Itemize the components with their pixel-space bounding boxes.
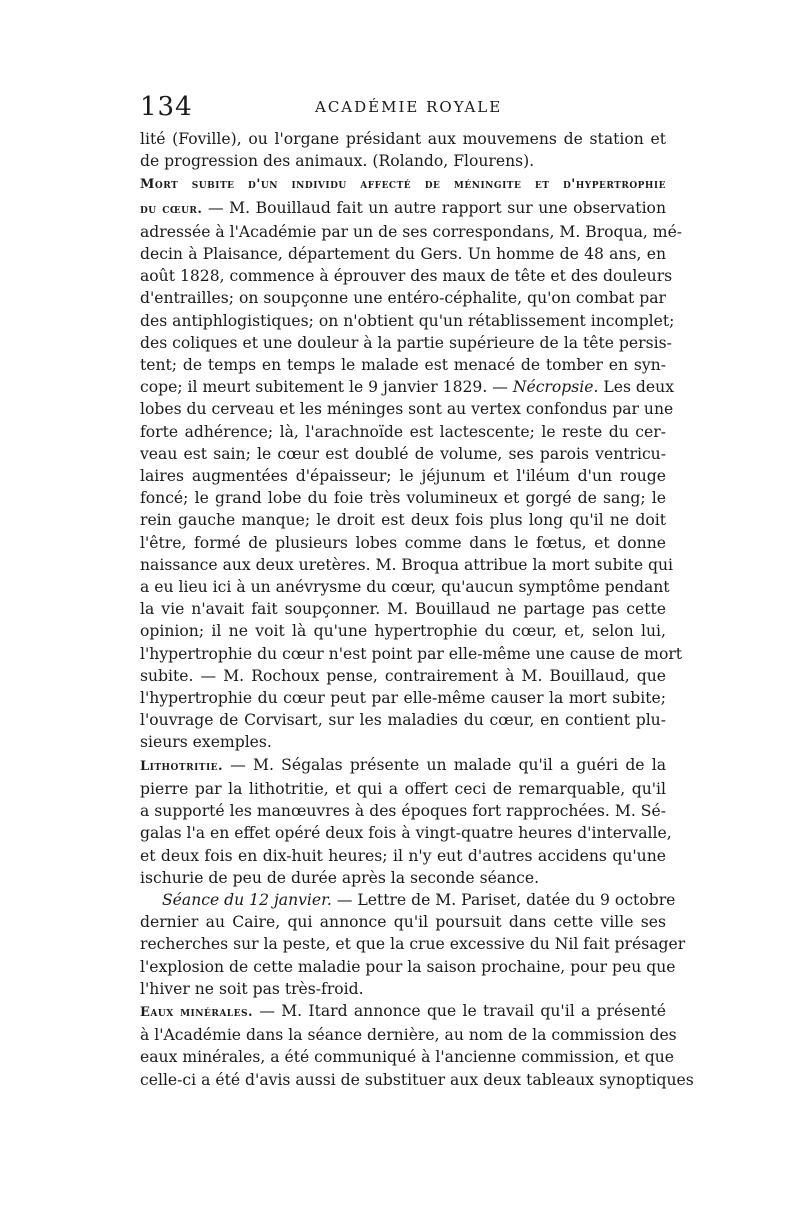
text-line — [140, 487, 666, 509]
line-text: pierre par la lithotritie, et qui a offert ceci de remarquable, qu'il — [140, 779, 666, 798]
line-text: a supporté les manœuvres à des époques fort rapprochées. M. Sé- — [140, 802, 666, 821]
line-text: — M. Ségalas présente un malade qu'il a guéri de la — [223, 755, 666, 774]
body-text — [140, 128, 694, 1091]
line-text: galas l'a en effet opéré deux fois à vingt-quatre heures d'intervalle, — [140, 824, 672, 843]
line-text: l'hiver ne soit pas très-froid. — [140, 979, 364, 998]
text-line — [140, 310, 675, 332]
text-line — [140, 221, 683, 243]
line-text: recherches sur la peste, et que la crue excessive du Nil fait présager — [140, 935, 686, 954]
line-text: des coliques et une douleur à la partie supérieure de la tête persis- — [140, 333, 672, 352]
line-text: cope; il meurt subitement le 9 janvier 1829. — — [140, 378, 508, 397]
line-text: adressée à l'Académie par un de ses correspondans, M. Broqua, mé- — [140, 222, 683, 241]
text-line — [140, 509, 666, 531]
text-line — [140, 354, 666, 376]
text-line — [140, 845, 666, 867]
text-line — [140, 889, 676, 911]
line-text: veau est sain; le cœur est doublé de volume, ses parois ventricu- — [140, 444, 666, 463]
text-line — [140, 978, 666, 1000]
text-line — [140, 731, 666, 753]
text-line — [140, 376, 674, 398]
line-text: et deux fois en dix-huit heures; il n'y eut d'autres accidens qu'une — [140, 846, 666, 865]
session-date: Séance du 12 janvier. — [162, 890, 332, 909]
line-text: l'hypertrophie du cœur peut par elle-même causer la mort subite; — [140, 689, 666, 708]
text-line — [140, 532, 666, 554]
section-heading: Eaux minérales. — [140, 1004, 254, 1020]
line-text: eaux minérales, a été communiqué à l'ancienne commission, et que — [140, 1048, 674, 1067]
line-text: des antiphlogistiques; on n'obtient qu'un rétablissement incomplet; — [140, 311, 675, 330]
running-title: ACADÉMIE ROYALE — [315, 98, 503, 116]
line-text: à l'Académie dans la séance dernière, au nom de la commission des — [140, 1026, 677, 1045]
page-header — [140, 92, 670, 124]
line-text: sieurs exemples. — [140, 733, 272, 752]
text-line — [140, 443, 666, 465]
text-line — [140, 1046, 674, 1068]
text-line — [140, 665, 666, 687]
text-line — [140, 822, 672, 844]
line-text: laires augmentées d'épaisseur; le jéjunum et l'iléum d'un rouge — [140, 467, 666, 486]
text-line — [140, 933, 686, 955]
text-line — [140, 956, 676, 978]
line-text: d'entrailles; on soupçonne une entéro-céphalite, qu'on combat par — [140, 289, 666, 308]
line-text: de progression des animaux. (Rolando, Flourens). — [140, 152, 535, 171]
line-text-tail: Les deux — [598, 378, 674, 397]
text-line — [140, 620, 666, 642]
text-line — [140, 421, 666, 443]
section-heading: Lithotritie. — [140, 758, 224, 774]
text-line — [140, 1069, 694, 1091]
line-text: a eu lieu ici à un anévrysme du cœur, qu'aucun symptôme pendant — [140, 578, 670, 597]
line-text: lobes du cerveau et les méninges sont au vertex confondus par une — [140, 400, 674, 419]
line-text: opinion; il ne voit là qu'une hypertrophie du cœur, et, selon lui, — [140, 622, 666, 641]
line-text: foncé; le grand lobe du foie très volumineux et gorgé de sang; le — [140, 489, 666, 508]
text-line — [140, 554, 674, 576]
line-text: l'hypertrophie du cœur n'est point par elle-même une cause de mort — [140, 644, 683, 663]
line-text: dernier au Caire, qui annonce qu'il poursuit dans cette ville ses — [140, 913, 666, 932]
text-line — [140, 197, 666, 221]
line-text: decin à Plaisance, département du Gers. Un homme de 48 ans, en — [140, 245, 666, 264]
text-line — [140, 265, 673, 287]
text-line — [140, 800, 666, 822]
text-line — [140, 150, 666, 172]
line-text: subite. — M. Rochoux pense, contrairement à M. Bouillaud, que — [140, 666, 666, 685]
text-line — [140, 576, 670, 598]
text-line — [140, 778, 666, 800]
text-line — [140, 911, 666, 933]
text-line — [140, 598, 666, 620]
text-line — [140, 1024, 677, 1046]
text-line — [140, 1000, 666, 1024]
page-number: 134 — [140, 92, 193, 122]
line-text: rein gauche manque; le droit est deux fois plus long qu'il ne doit — [140, 511, 666, 530]
text-line — [140, 754, 666, 778]
text-line — [140, 465, 666, 487]
line-text: l'être, formé de plusieurs lobes comme dans le fœtus, et donne — [140, 533, 666, 552]
line-text: forte adhérence; là, l'arachnoïde est lactescente; le reste du cer- — [140, 422, 666, 441]
text-line — [140, 398, 674, 420]
line-text: la vie n'avait fait soupçonner. M. Bouillaud ne partage pas cette — [140, 600, 666, 619]
text-line — [140, 243, 666, 265]
line-text: celle-ci a été d'avis aussi de substituer aux deux tableaux synoptiques — [140, 1070, 694, 1089]
line-text: — M. Itard annonce que le travail qu'il a présenté — [253, 1001, 667, 1020]
line-text: l'explosion de cette maladie pour la saison prochaine, pour peu que — [140, 957, 676, 976]
line-text: ischurie de peu de durée après la seconde séance. — [140, 868, 540, 887]
line-text: tent; de temps en temps le malade est menacé de tomber en syn- — [140, 356, 666, 375]
text-line — [140, 643, 683, 665]
line-text: — Lettre de M. Pariset, datée du 9 octobre — [331, 890, 676, 909]
line-text: août 1828, commence à éprouver des maux de tête et des douleurs — [140, 267, 673, 286]
text-line — [140, 128, 666, 150]
line-text: lité (Foville), ou l'organe présidant aux mouvemens de station et — [140, 130, 666, 148]
text-line — [140, 709, 666, 731]
italic-term: Nécropsie. — [507, 378, 599, 397]
section-heading: du cœur. — [140, 201, 203, 217]
text-line — [140, 287, 666, 309]
text-line — [140, 172, 666, 196]
text-line — [140, 867, 666, 889]
line-text: naissance aux deux uretères. M. Broqua attribue la mort subite qui — [140, 555, 674, 574]
line-text: l'ouvrage de Corvisart, sur les maladies du cœur, en contient plu- — [140, 711, 666, 730]
text-line — [140, 687, 666, 709]
section-heading: Mort subite d'un individu affecté de méningite et d'hypertrophie — [140, 177, 666, 193]
line-text: — M. Bouillaud fait un autre rapport sur une observation — [202, 198, 666, 217]
text-line — [140, 332, 672, 354]
